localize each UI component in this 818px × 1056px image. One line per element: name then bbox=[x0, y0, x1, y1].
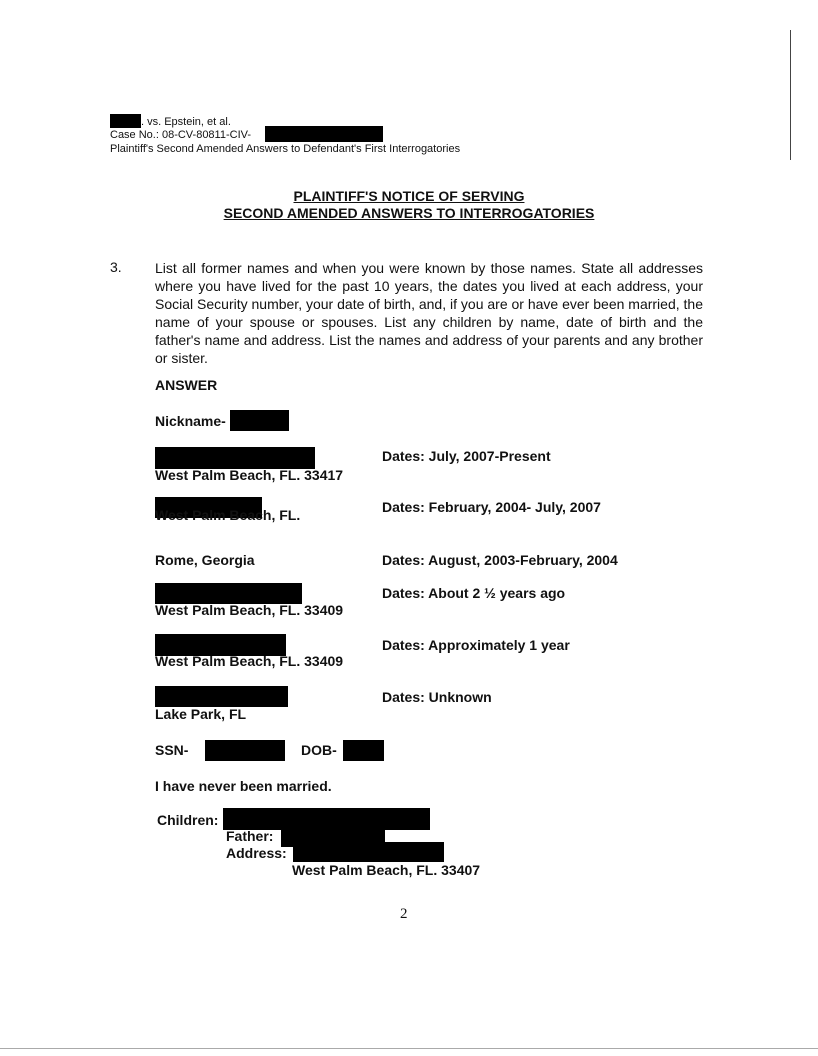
children-city: West Palm Beach, FL. 33407 bbox=[292, 862, 481, 878]
redaction bbox=[155, 447, 315, 469]
answer-heading: ANSWER bbox=[155, 377, 218, 393]
page-number: 2 bbox=[400, 906, 408, 922]
scan-edge bbox=[790, 30, 791, 160]
address-dates: Dates: July, 2007-Present bbox=[382, 448, 551, 464]
address-city: West Palm Beach, FL. bbox=[155, 507, 301, 523]
title-line-2: SECOND AMENDED ANSWERS TO INTERROGATORIES bbox=[223, 205, 595, 221]
redaction bbox=[293, 842, 444, 862]
title-line-1: PLAINTIFF'S NOTICE OF SERVING bbox=[293, 188, 525, 204]
scan-edge-bottom bbox=[0, 1048, 818, 1049]
redaction bbox=[265, 126, 383, 142]
address-label: Address: bbox=[226, 845, 287, 861]
redaction bbox=[110, 114, 141, 128]
address-dates: Dates: August, 2003-February, 2004 bbox=[382, 552, 618, 568]
marital-status: I have never been married. bbox=[155, 778, 332, 794]
address-city: West Palm Beach, FL. 33417 bbox=[155, 467, 344, 483]
address-dates: Dates: Unknown bbox=[382, 689, 492, 705]
dob-label: DOB- bbox=[301, 742, 337, 758]
document-subtitle: Plaintiff's Second Amended Answers to Defendant's First Interrogatories bbox=[110, 143, 461, 155]
address-city: West Palm Beach, FL. 33409 bbox=[155, 653, 344, 669]
address-city: Rome, Georgia bbox=[155, 552, 255, 568]
ssn-label: SSN- bbox=[155, 742, 189, 758]
redaction bbox=[205, 740, 285, 761]
children-label: Children: bbox=[157, 812, 219, 828]
address-dates: Dates: About 2 ½ years ago bbox=[382, 585, 566, 601]
redaction bbox=[155, 686, 288, 707]
question-text: List all former names and when you were known by those names. State all addresses where you have lived for the past 10 years, the dates you lived at each address, your Social Security number, your date of birth, and, if you are or have ever been married, the name of your spouse or spouses. List any children by name, date of birth and the father's name and address. List the names and address of your parents and any brother or sister. bbox=[155, 260, 703, 366]
redaction bbox=[230, 410, 289, 431]
address-dates: Dates: February, 2004- July, 2007 bbox=[382, 499, 601, 515]
address-city: Lake Park, FL bbox=[155, 706, 247, 722]
father-label: Father: bbox=[226, 828, 274, 844]
nickname-label: Nickname- bbox=[155, 413, 226, 429]
address-dates: Dates: Approximately 1 year bbox=[382, 637, 570, 653]
redaction bbox=[155, 583, 302, 604]
case-caption: . vs. Epstein, et al. bbox=[141, 116, 231, 128]
case-number: Case No.: 08-CV-80811-CIV- bbox=[110, 129, 252, 141]
redaction bbox=[343, 740, 384, 761]
question-number: 3. bbox=[110, 259, 122, 275]
address-city: West Palm Beach, FL. 33409 bbox=[155, 602, 344, 618]
